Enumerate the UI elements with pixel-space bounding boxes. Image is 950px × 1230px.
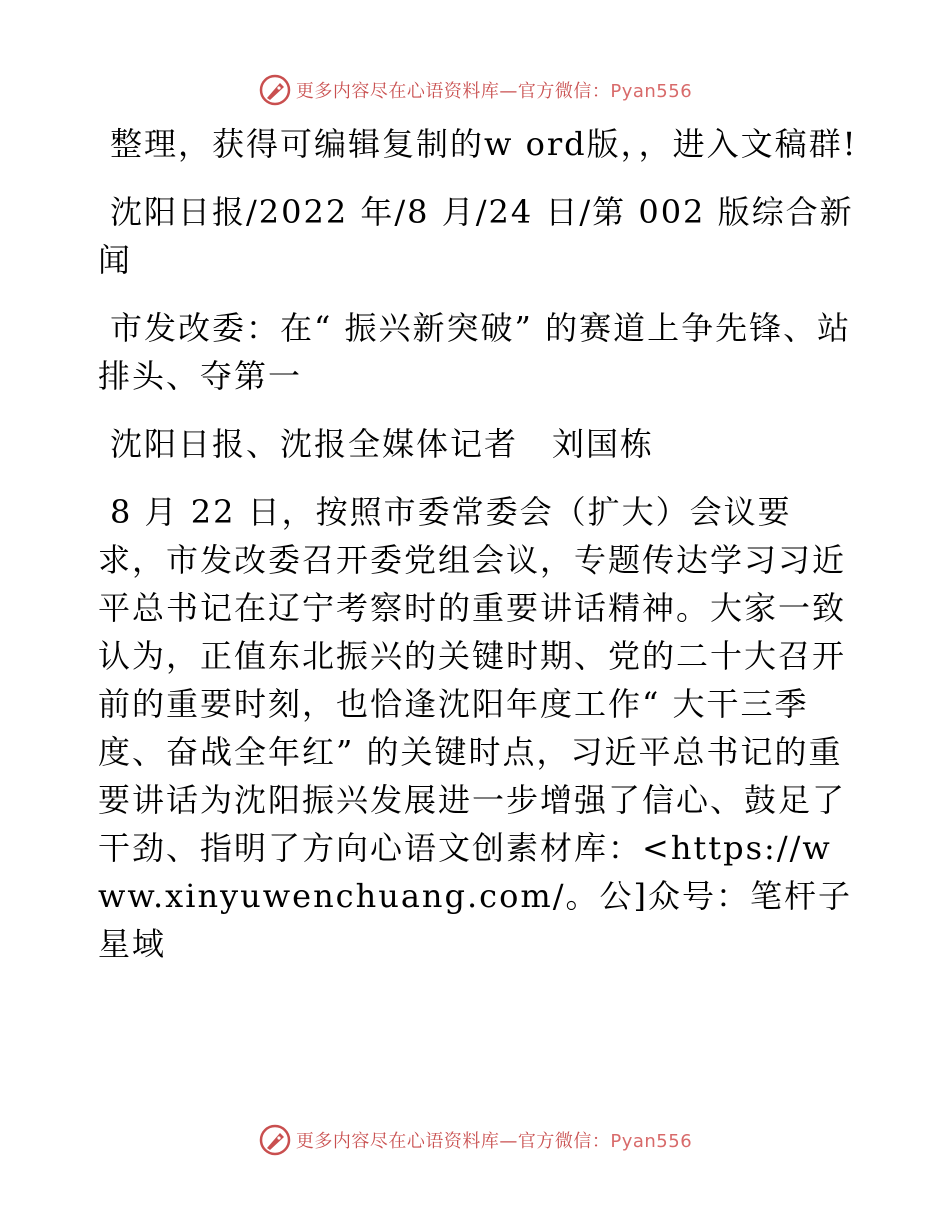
watermark-text: 更多内容尽在心语资料库—官方微信：Pyan556 xyxy=(295,81,693,102)
document-body xyxy=(98,120,858,988)
source-line: 沈阳日报/2022 年/8 月/24 日/第 002 版综合新闻 xyxy=(98,193,854,279)
watermark-text: 更多内容尽在心语资料库—官方微信：Pyan556 xyxy=(295,1131,693,1152)
byline: 沈阳日报、沈报全媒体记者 刘国栋 xyxy=(110,425,655,463)
body-paragraph: 8 月 22 日，按照市委常委会（扩大）会议要求，市发改委召开委党组会议，专题传达学习习近平总书记在辽宁考察时的重要讲话精神。大家一致认为，正值东北振兴的关键时期、党的二十大召开前的重要时刻，也恰逢沈阳年度工作“ 大干三季度、奋战全年红” 的关键时点，习近平总书记的重要讲话为沈阳振兴发展进一步增强了信心、鼓足了干劲、指明了方向心语文创素材库：<https://www.xinyuwenchuang.com/。公]众号：笔杆子星域 xyxy=(98,493,852,963)
intro-line: 整理，获得可编辑复制的w ord版，，进入文稿群! xyxy=(110,125,858,163)
pen-nib-icon xyxy=(258,73,292,107)
article-title: 市发改委：在“ 振兴新突破” 的赛道上争先锋、站排头、夺第一 xyxy=(98,309,852,395)
footer-watermark xyxy=(0,1120,950,1160)
header-watermark xyxy=(0,70,950,110)
pen-nib-icon xyxy=(258,1123,292,1157)
